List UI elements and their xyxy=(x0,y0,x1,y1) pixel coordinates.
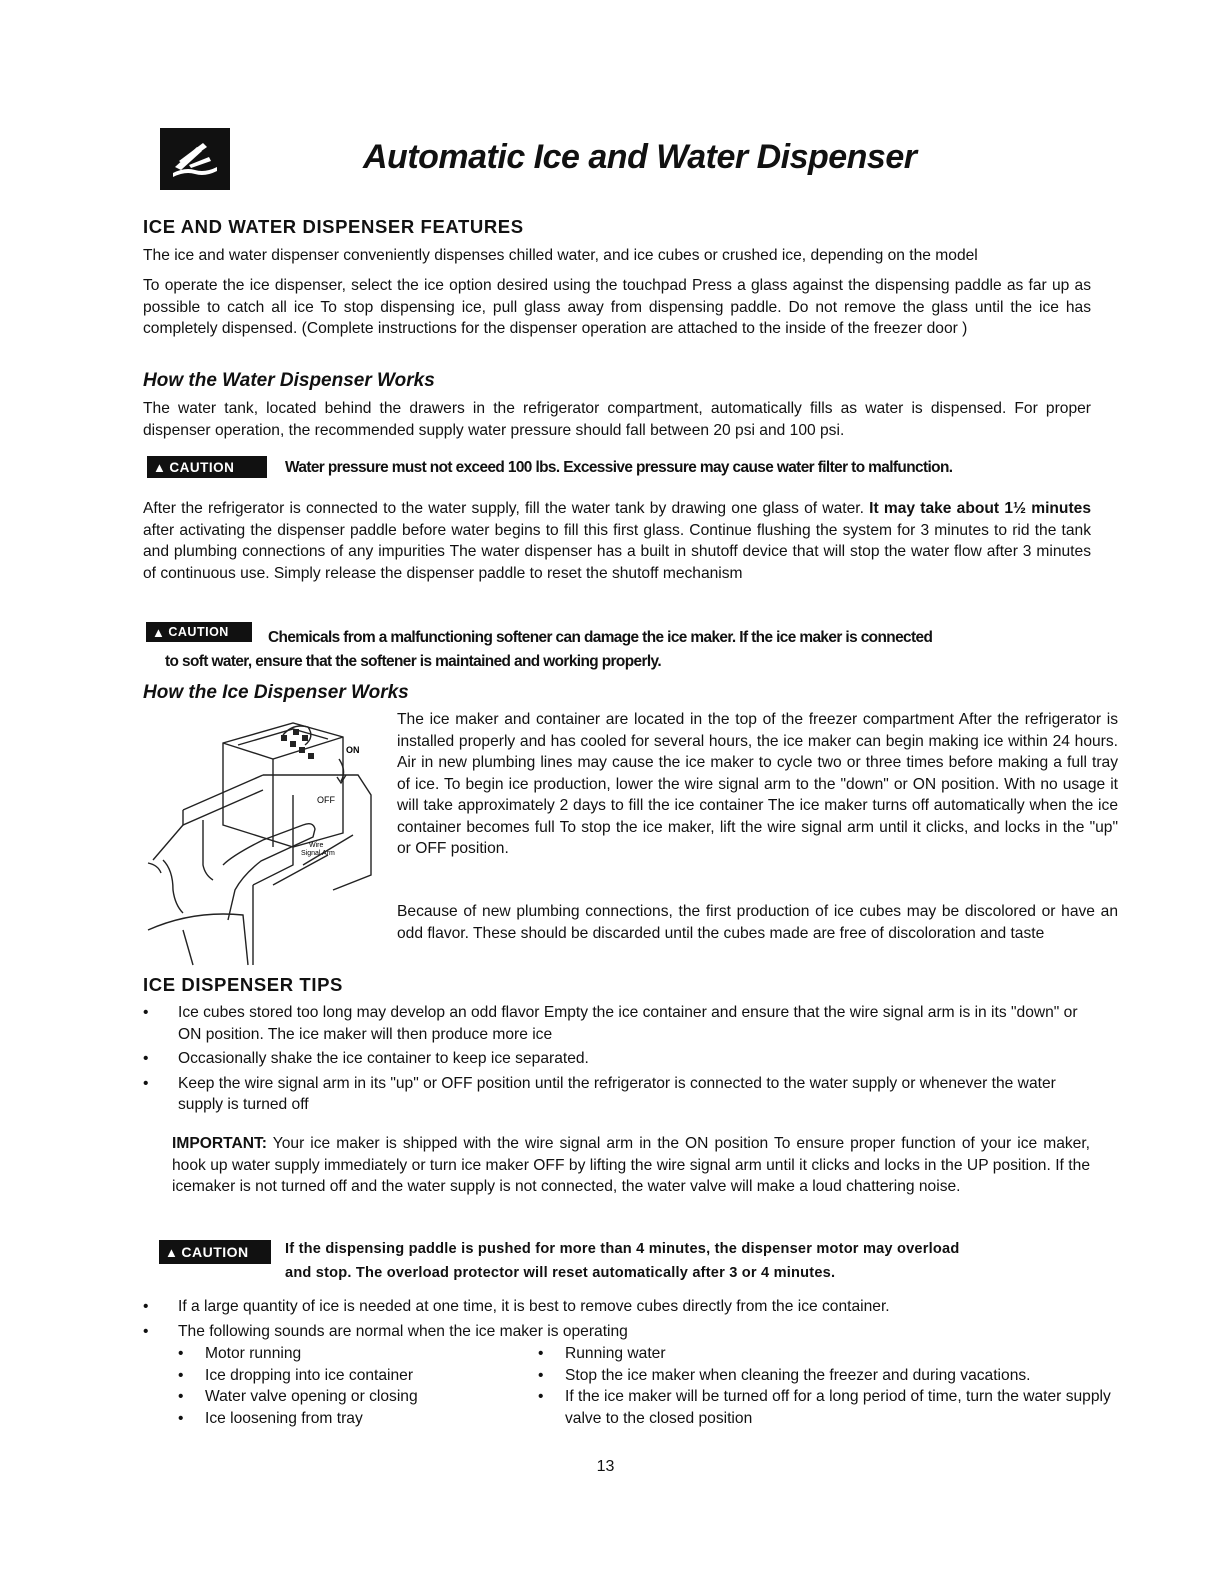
list-item: • Water valve opening or closing xyxy=(172,1386,512,1408)
tips-heading: ICE DISPENSER TIPS xyxy=(143,974,343,995)
flushing-emphasis: It may take about 1½ minutes xyxy=(869,500,1091,517)
maintenance-list xyxy=(532,1343,1122,1429)
caution-badge xyxy=(146,622,252,642)
motor-overload-caution-line-2: and stop. The overload protector will reset automatically after 3 or 4 minutes. xyxy=(285,1265,836,1281)
list-item: • Ice cubes stored too long may develop an odd flavor Empty the ice container and ensure that the wire signal arm is in its "down" or ON position. The ice maker will then produce more ice xyxy=(143,1002,1091,1045)
water-tank-paragraph: The water tank, located behind the drawers in the refrigerator compartment, automatically fills as water is dispensed. For proper dispenser operation, the recommended supply water pressure should fall between 20 psi and 100 psi. xyxy=(143,400,1091,439)
signal-arm-label: Signal Arm xyxy=(301,850,335,857)
ice-water-logo-icon xyxy=(160,128,230,190)
wire-label: Wire xyxy=(309,842,324,849)
list-item: • The following sounds are normal when the ice maker is operating xyxy=(143,1321,1091,1343)
page-title: Automatic Ice and Water Dispenser xyxy=(363,138,917,176)
page-number: 13 xyxy=(596,1458,615,1475)
discoloration-paragraph: Because of new plumbing connections, the first production of ice cubes may be discolored or have an odd flavor. These should be discarded until the cubes made are free of discoloration and taste xyxy=(397,903,1118,942)
list-item: • Motor running xyxy=(172,1343,512,1365)
softener-caution-line-2: to soft water, ensure that the softener is maintained and working properly. xyxy=(165,653,662,670)
softener-caution-line-1: Chemicals from a malfunctioning softener can damage the ice maker. If the ice maker is connected xyxy=(268,629,933,646)
ice-maker-illustration xyxy=(143,715,383,967)
warning-triangle-icon: ▲ xyxy=(165,1244,179,1260)
caution-label: CAUTION xyxy=(168,625,229,639)
water-dispenser-heading: How the Water Dispenser Works xyxy=(143,370,435,391)
list-item: • Keep the wire signal arm in its "up" or OFF position until the refrigerator is connected to the water supply or whenever the water supply is turned off xyxy=(143,1073,1091,1116)
features-operation-paragraph: To operate the ice dispenser, select the ice option desired using the touchpad Press a glass against the dispensing paddle as far up as possible to catch all ice To stop dispensing ice, pull glass away from dispensing paddle. Do not remove the glass until the ice has completely dispensed. (Complete instructions for the dispenser operation are attached to the inside of the freezer door ) xyxy=(143,277,1091,337)
list-item: • Ice dropping into ice container xyxy=(172,1365,512,1387)
caution-badge xyxy=(159,1240,271,1264)
tips-list xyxy=(143,1002,1091,1119)
caution-label: CAUTION xyxy=(169,459,235,475)
normal-sounds-list xyxy=(172,1343,512,1429)
motor-overload-caution-line-1: If the dispensing paddle is pushed for more than 4 minutes, the dispenser motor may overload xyxy=(285,1241,960,1257)
warning-triangle-icon: ▲ xyxy=(152,624,166,640)
list-item: • Occasionally shake the ice container to keep ice separated. xyxy=(143,1048,1091,1070)
list-item: • If the ice maker will be turned off for a long period of time, turn the water supply valve to the closed position xyxy=(532,1386,1122,1429)
ice-maker-paragraph: The ice maker and container are located in the top of the freezer compartment After the refrigerator is installed properly and has cooled for several hours, the ice maker can begin making ice within 24 hours. Air in new plumbing lines may cause the ice maker to cycle two or three times before making a full tray of ice. To begin ice production, lower the wire signal arm to the "down" or ON position. With no usage it will take approximately 2 days to fill the ice container The ice maker turns off automatically when the ice container becomes full To stop the ice maker, lift the wire signal arm until it clicks, and locks in the "up" or OFF position. xyxy=(397,711,1118,857)
flushing-text-start: After the refrigerator is connected to the water supply, fill the water tank by drawing one glass of water. xyxy=(143,500,864,517)
caution-badge xyxy=(147,456,267,478)
list-item: • If a large quantity of ice is needed at one time, it is best to remove cubes directly from the ice container. xyxy=(143,1296,1091,1318)
important-label: IMPORTANT: xyxy=(172,1135,267,1152)
ice-dispenser-heading: How the Ice Dispenser Works xyxy=(143,682,409,703)
flushing-text-end: after activating the dispenser paddle before water begins to fill this first glass. Continue flushing the system for 3 minutes to rid the tank and plumbing connections of any impurities The water dispenser has a built in shutoff device that will stop the water flow after 3 minutes of continuous use. Simply release the dispenser paddle to reset the shutoff mechanism xyxy=(143,521,1091,582)
list-item: • Stop the ice maker when cleaning the freezer and during vacations. xyxy=(532,1365,1122,1387)
usage-list xyxy=(143,1296,1091,1345)
features-heading: ICE AND WATER DISPENSER FEATURES xyxy=(143,216,524,237)
on-label: ON xyxy=(346,745,360,755)
list-item: • Running water xyxy=(532,1343,1122,1365)
water-pressure-caution: Water pressure must not exceed 100 lbs. Excessive pressure may cause water filter to malfunction. xyxy=(285,459,953,476)
important-note xyxy=(172,1133,1090,1198)
warning-triangle-icon: ▲ xyxy=(153,459,167,475)
list-item: • Ice loosening from tray xyxy=(172,1408,512,1430)
features-intro-paragraph: The ice and water dispenser conveniently dispenses chilled water, and ice cubes or crushed ice, depending on the model xyxy=(143,247,978,264)
off-label: OFF xyxy=(317,795,335,805)
important-text: Your ice maker is shipped with the wire signal arm in the ON position To ensure proper function of your ice maker, hook up water supply immediately or turn ice maker OFF by lifting the wire signal arm until it clicks and locks in the UP position. If the icemaker is not turned off and the water supply is not connected, the water valve will make a loud chattering noise. xyxy=(172,1135,1090,1195)
flushing-paragraph xyxy=(143,498,1091,584)
caution-label: CAUTION xyxy=(181,1244,249,1260)
